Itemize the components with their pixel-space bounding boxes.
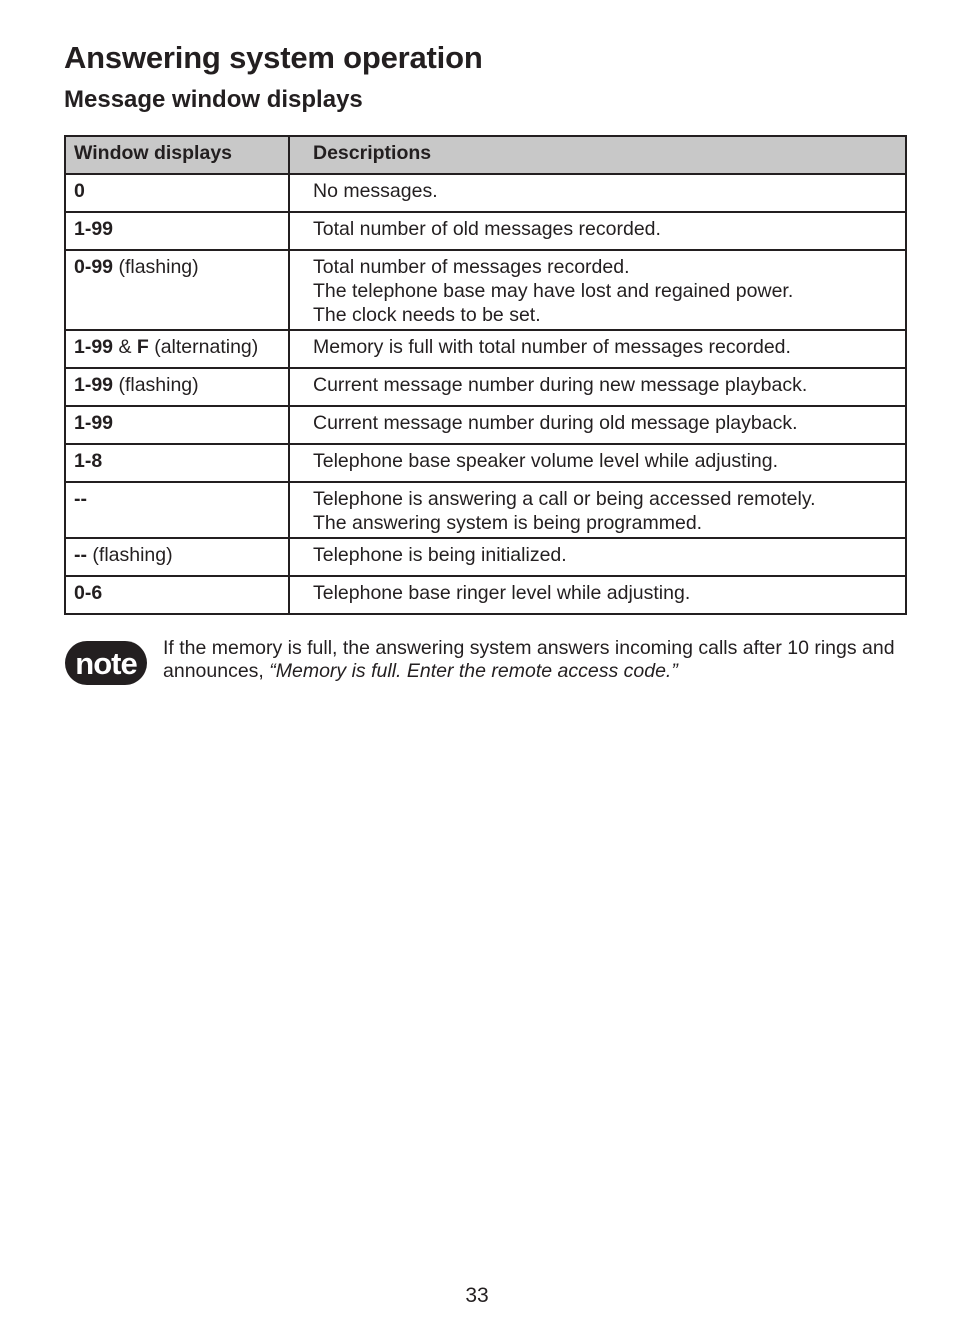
description-cell xyxy=(289,538,906,576)
window-display-cell xyxy=(65,250,289,330)
display-value-alt: F xyxy=(136,336,149,358)
table-row xyxy=(65,174,906,212)
window-display-cell xyxy=(65,482,289,538)
description-line: Telephone base ringer level while adjusting. xyxy=(313,582,691,604)
table-row xyxy=(65,212,906,250)
description-cell xyxy=(289,212,906,250)
note-text-quote: “Memory is full. Enter the remote access code.” xyxy=(269,660,678,682)
section-title: Message window displays xyxy=(64,86,363,113)
description-line: Total number of messages recorded. xyxy=(313,256,630,278)
window-display-cell xyxy=(65,538,289,576)
description-line: Telephone is answering a call or being accessed remotely. xyxy=(313,488,816,510)
table-row xyxy=(65,250,906,330)
display-qualifier: (flashing) xyxy=(113,256,199,278)
description-cell xyxy=(289,174,906,212)
display-qualifier: (flashing) xyxy=(113,374,199,396)
window-display-cell xyxy=(65,444,289,482)
display-value: 0-99 xyxy=(74,256,114,278)
display-qualifier: (flashing) xyxy=(87,544,173,566)
window-display-cell xyxy=(65,576,289,614)
description-line: The telephone base may have lost and regained power. xyxy=(313,280,794,302)
description-line: Memory is full with total number of messages recorded. xyxy=(313,336,791,358)
display-value: -- xyxy=(74,544,87,566)
note-text xyxy=(163,637,903,683)
description-cell xyxy=(289,406,906,444)
description-cell xyxy=(289,368,906,406)
display-value: 1-99 xyxy=(74,374,114,396)
description-line: Current message number during old message playback. xyxy=(313,412,798,434)
table-header-row xyxy=(65,136,906,174)
description-line: Telephone base speaker volume level while adjusting. xyxy=(313,450,779,472)
table-row xyxy=(65,482,906,538)
description-cell xyxy=(289,576,906,614)
display-joiner: & xyxy=(113,336,137,358)
header-descriptions: Descriptions xyxy=(289,136,906,174)
window-display-cell xyxy=(65,330,289,368)
window-display-cell xyxy=(65,174,289,212)
note-badge-label: note xyxy=(75,646,137,681)
description-cell xyxy=(289,250,906,330)
description-line: No messages. xyxy=(313,180,438,202)
display-value: 0-6 xyxy=(74,582,103,604)
page-number: 33 xyxy=(465,1284,489,1307)
description-cell xyxy=(289,482,906,538)
table-header xyxy=(65,136,906,174)
table-row xyxy=(65,576,906,614)
table-row xyxy=(65,538,906,576)
window-display-cell xyxy=(65,368,289,406)
description-line: The clock needs to be set. xyxy=(313,304,541,326)
description-line: Telephone is being initialized. xyxy=(313,544,567,566)
note-text-plain: If the memory is full, the answering system answers incoming calls after 10 rings and announces, xyxy=(163,637,895,682)
display-value: 1-99 xyxy=(74,412,114,434)
table-row xyxy=(65,406,906,444)
window-display-cell xyxy=(65,406,289,444)
table-row xyxy=(65,368,906,406)
table-row xyxy=(65,330,906,368)
description-line: The answering system is being programmed. xyxy=(313,512,703,534)
note-badge-icon xyxy=(64,640,148,686)
display-value: 1-99 xyxy=(74,336,114,358)
display-qualifier: (alternating) xyxy=(148,336,259,358)
description-line: Current message number during new message playback. xyxy=(313,374,808,396)
window-displays-table xyxy=(64,135,907,615)
description-cell xyxy=(289,330,906,368)
display-value: 0 xyxy=(74,180,85,202)
display-value: -- xyxy=(74,488,87,510)
table-body xyxy=(65,174,906,614)
window-display-cell xyxy=(65,212,289,250)
page-title: Answering system operation xyxy=(64,40,483,75)
table-row xyxy=(65,444,906,482)
display-value: 1-99 xyxy=(74,218,114,240)
header-window-displays: Window displays xyxy=(65,136,289,174)
description-line: Total number of old messages recorded. xyxy=(313,218,661,240)
description-cell xyxy=(289,444,906,482)
display-value: 1-8 xyxy=(74,450,103,472)
